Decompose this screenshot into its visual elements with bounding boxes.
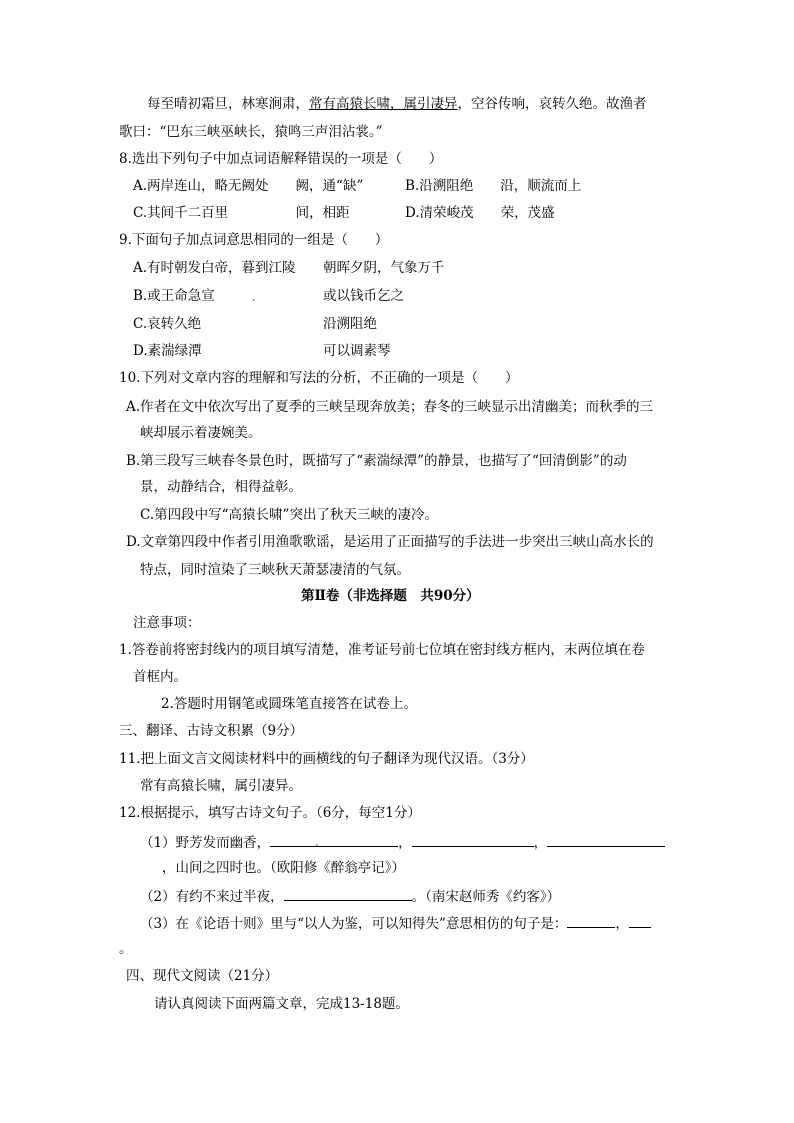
- answer-blank[interactable]: [284, 886, 412, 901]
- q10-stem: 10.下列对文章内容的理解和写法的分析，不正确的一项是（ ）: [119, 370, 519, 386]
- q12-item-3-end: 。: [119, 941, 133, 957]
- section3-title: 三、翻译、古诗文积累（9分）: [119, 723, 304, 739]
- answer-blank[interactable]: [629, 913, 651, 928]
- section4-instruction: 请认真阅读下面两篇文章，完成13-18题。: [154, 996, 409, 1012]
- q12-item-3: （3）在《论语十则》里与“以人为鉴，可以知得失”意思相仿的句子是： ，: [140, 913, 651, 933]
- notice-heading: 注意事项：: [133, 615, 201, 631]
- q9-stem: 9.下面句子加点词意思相同的一组是（ ）: [119, 232, 389, 248]
- q12-item-2: [140, 886, 560, 906]
- q11-sentence: 常有高猿长啸，属引凄异。: [140, 778, 302, 794]
- answer-blank[interactable]: [547, 832, 665, 847]
- q10-option-a-cont: 峡却展示着凄婉美。: [140, 425, 262, 441]
- q9-option-c: C.哀转久绝: [133, 316, 202, 332]
- green-dot-mark: [253, 299, 255, 301]
- q12-stem: 12.根据提示，填写古诗文句子。（6分，每空1分）: [119, 805, 421, 821]
- q9-option-b: B.或王命急宣: [133, 288, 215, 304]
- q12-item-1: （1）野芳发而幽香， ， ，: [140, 832, 665, 852]
- q10-option-b: B.第三段写三峡春冬景色时，既描写了“素湍绿潭”的静景，也描写了“回清倒影”的动: [126, 453, 627, 469]
- section4-title: 四、现代文阅读（21分）: [126, 968, 279, 984]
- notice-item-1: 1.答卷前将密封线内的项目填写清楚，准考证号前七位填在密封线方框内，末两位填在卷: [119, 642, 645, 658]
- q8-option-a: A.两岸连山，略无阙处 阙，通“缺”: [133, 178, 364, 194]
- part2-title: 第Ⅱ卷（非选择题 共90分）: [301, 588, 480, 604]
- underlined-sentence: 常有高猿长啸，属引凄异: [309, 96, 458, 112]
- q9-option-d-pair: 可以调素琴: [323, 343, 391, 359]
- q10-option-d: D.文章第四段中作者引用渔歌歌谣，是运用了正面描写的手法进一步突出三峡山高水长的: [126, 534, 654, 550]
- answer-blank[interactable]: [270, 832, 398, 847]
- q9-option-b-pair: 或以钱币乞之: [323, 288, 404, 304]
- answer-blank[interactable]: [412, 832, 534, 847]
- q12-item-1-cont: ，山间之四时也。（欧阳修《醉翁亭记》）: [162, 860, 405, 876]
- notice-item-2: 2.答题时用钢笔或圆珠笔直接答在试卷上。: [161, 696, 417, 712]
- answer-blank[interactable]: [567, 913, 615, 928]
- q9-option-d: D.素湍绿潭: [133, 343, 202, 359]
- q8-option-c: C.其间千二百里 间，相距: [133, 205, 350, 221]
- q9-option-c-pair: 沿溯阻绝: [323, 316, 377, 332]
- passage-line-2: 歌曰：“巴东三峡巫峡长，猿鸣三声泪沾裳。”: [119, 124, 383, 140]
- q8-stem: 8.选出下列句子中加点词语解释错误的一项是（ ）: [119, 151, 443, 167]
- passage-text: ，空谷传响，哀转久绝。故渔者: [457, 96, 647, 112]
- q12-item-1-text: （1）野芳发而幽香，: [140, 835, 271, 851]
- q9-option-a: A.有时朝发白帝，暮到江陵: [133, 260, 296, 276]
- notice-item-1-cont: 首框内。: [133, 669, 187, 685]
- passage-text: 每至晴初霜旦，林寒涧肃，: [147, 96, 309, 112]
- q10-option-d-cont: 特点，同时渲染了三峡秋天萧瑟凄清的气氛。: [140, 562, 410, 578]
- q9-option-a-pair: 朝晖夕阴，气象万千: [323, 260, 445, 276]
- q12-item-2-source: 。（南宋赵师秀《约客》）: [411, 889, 561, 905]
- q11-stem: 11.把上面文言文阅读材料中的画横线的句子翻译为现代汉语。（3分）: [119, 751, 534, 767]
- q10-option-c: C.第四段中写“高猿长啸”突出了秋天三峡的凄冷。: [140, 507, 438, 523]
- q12-item-3-text: （3）在《论语十则》里与“以人为鉴，可以知得失”意思相仿的句子是：: [140, 916, 568, 932]
- q10-option-b-cont: 景，动静结合，相得益彰。: [140, 479, 302, 495]
- green-dot-mark: [316, 844, 318, 846]
- q12-item-2-text: （2）有约不来过半夜，: [140, 889, 284, 905]
- q8-option-b: B.沿溯阻绝 沿，顺流而上: [405, 178, 582, 194]
- q8-option-d: D.清荣峻茂 荣，茂盛: [405, 205, 555, 221]
- passage-line-1: [147, 95, 647, 113]
- q10-option-a: A.作者在文中依次写出了夏季的三峡呈现奔放美；春冬的三峡显示出清幽美；而秋季的三: [126, 399, 654, 415]
